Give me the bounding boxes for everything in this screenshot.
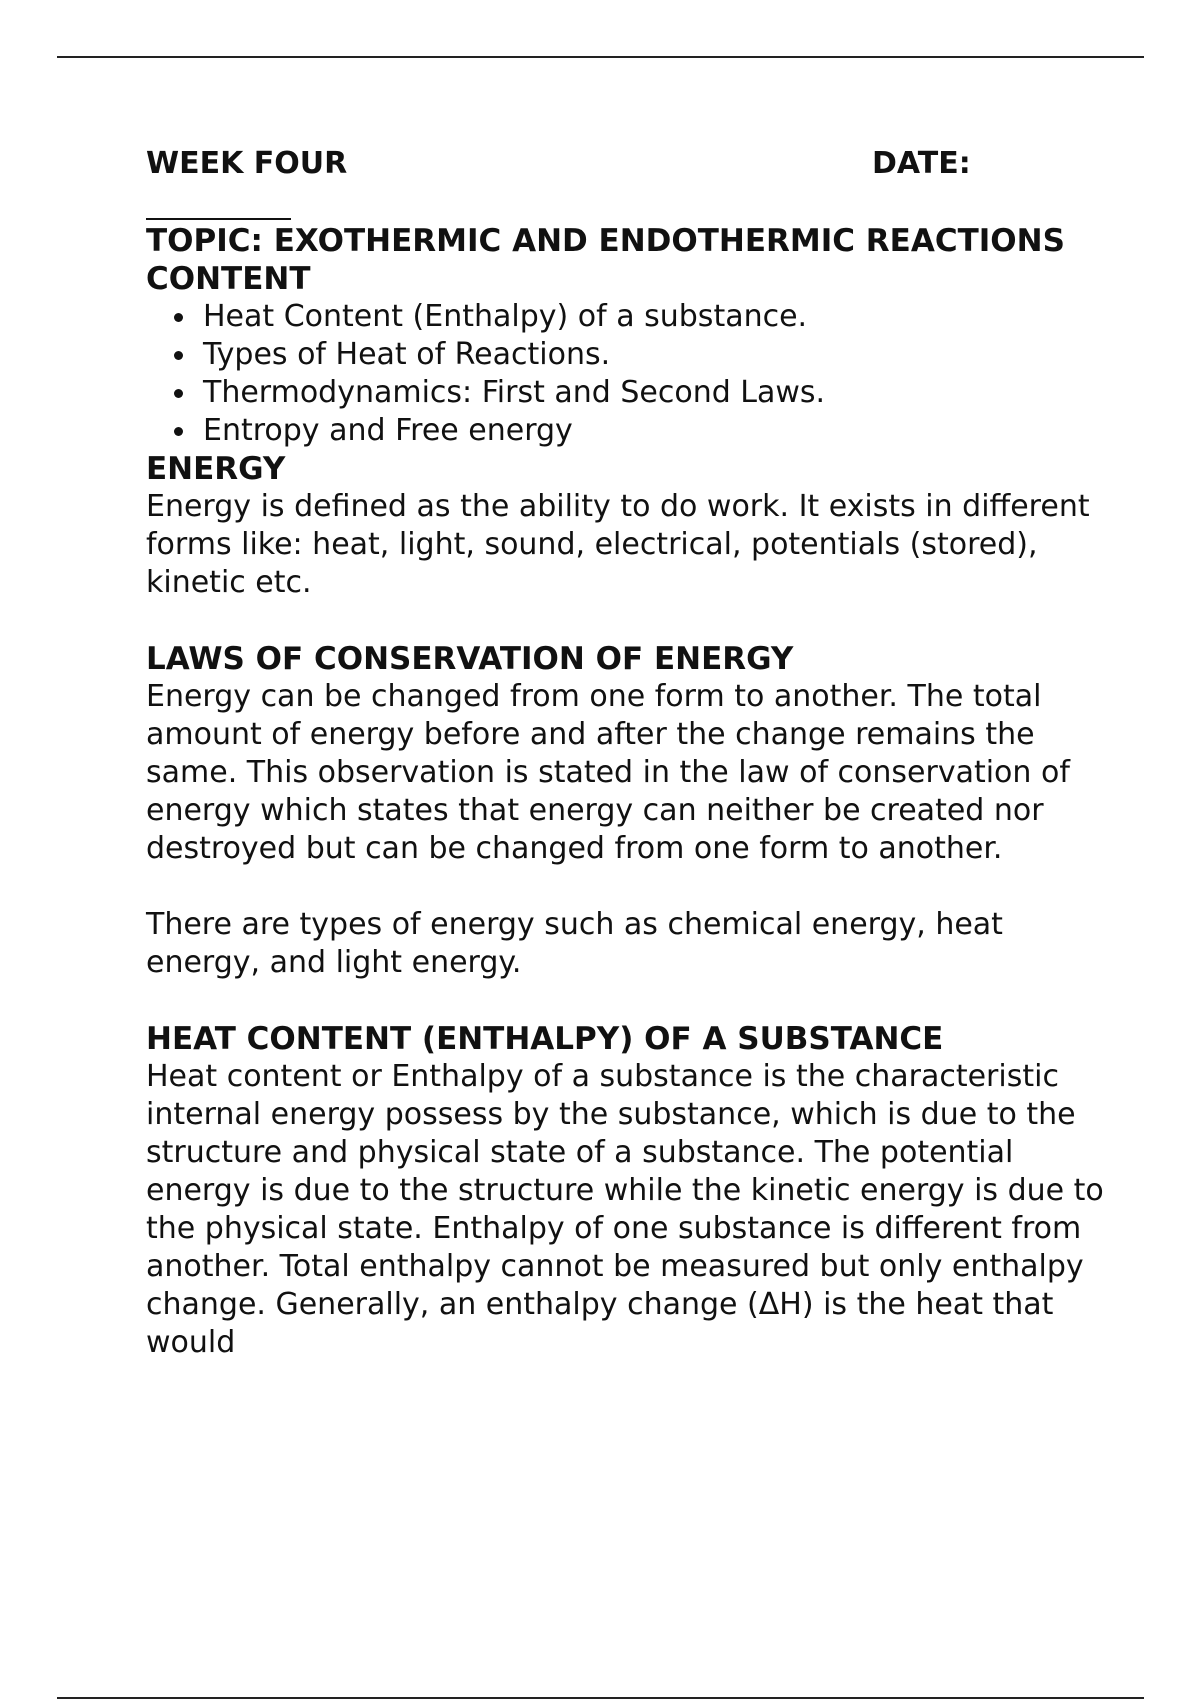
conservation-paragraph: Energy can be changed from one form to another. The total amount of energy before and after the change remains the same. This observation is stated in the law of conservation of energy which states that energy can neither be created nor destroyed but can be changed from one form to another. [146,679,1070,866]
energy-paragraph: Energy is defined as the ability to do work. It exists in different forms like: heat, light, sound, electrical, potentials (stored), kinetic etc. [146,489,1090,600]
spacer [146,982,1106,1020]
topic-heading: TOPIC: EXOTHERMIC AND ENDOTHERMIC REACTIONS [146,223,1065,259]
week-label: WEEK FOUR [146,146,348,181]
energy-types-paragraph: There are types of energy such as chemical energy, heat energy, and light energy. [146,907,1003,980]
spacer [146,602,1106,640]
list-item: Types of Heat of Reactions. [174,336,1106,374]
document-body [146,140,1106,1362]
conservation-heading: LAWS OF CONSERVATION OF ENERGY [146,641,794,677]
list-item: Heat Content (Enthalpy) of a substance. [174,298,1106,336]
content-list [146,298,1106,450]
list-item: Entropy and Free energy [174,412,1106,450]
bottom-rule [57,1697,1144,1699]
content-heading: CONTENT [146,261,311,297]
date-label: DATE: [872,146,971,181]
date-underline [146,212,291,220]
spacer [146,868,1106,906]
enthalpy-paragraph: Heat content or Enthalpy of a substance is the characteristic internal energy possess by the substance, which is due to the structure and physical state of a substance. The potential energy is due to the structure while the kinetic energy is due to the physical state. Enthalpy of one substance is different from another. Total enthalpy cannot be measured but only enthalpy change. Generally, an enthalpy change (ΔH) is the heat that would [146,1059,1104,1360]
energy-heading: ENERGY [146,451,286,487]
list-item: Thermodynamics: First and Second Laws. [174,374,1106,412]
header-row [146,145,1106,183]
enthalpy-heading: HEAT CONTENT (ENTHALPY) OF A SUBSTANCE [146,1021,944,1057]
top-rule [57,56,1144,58]
